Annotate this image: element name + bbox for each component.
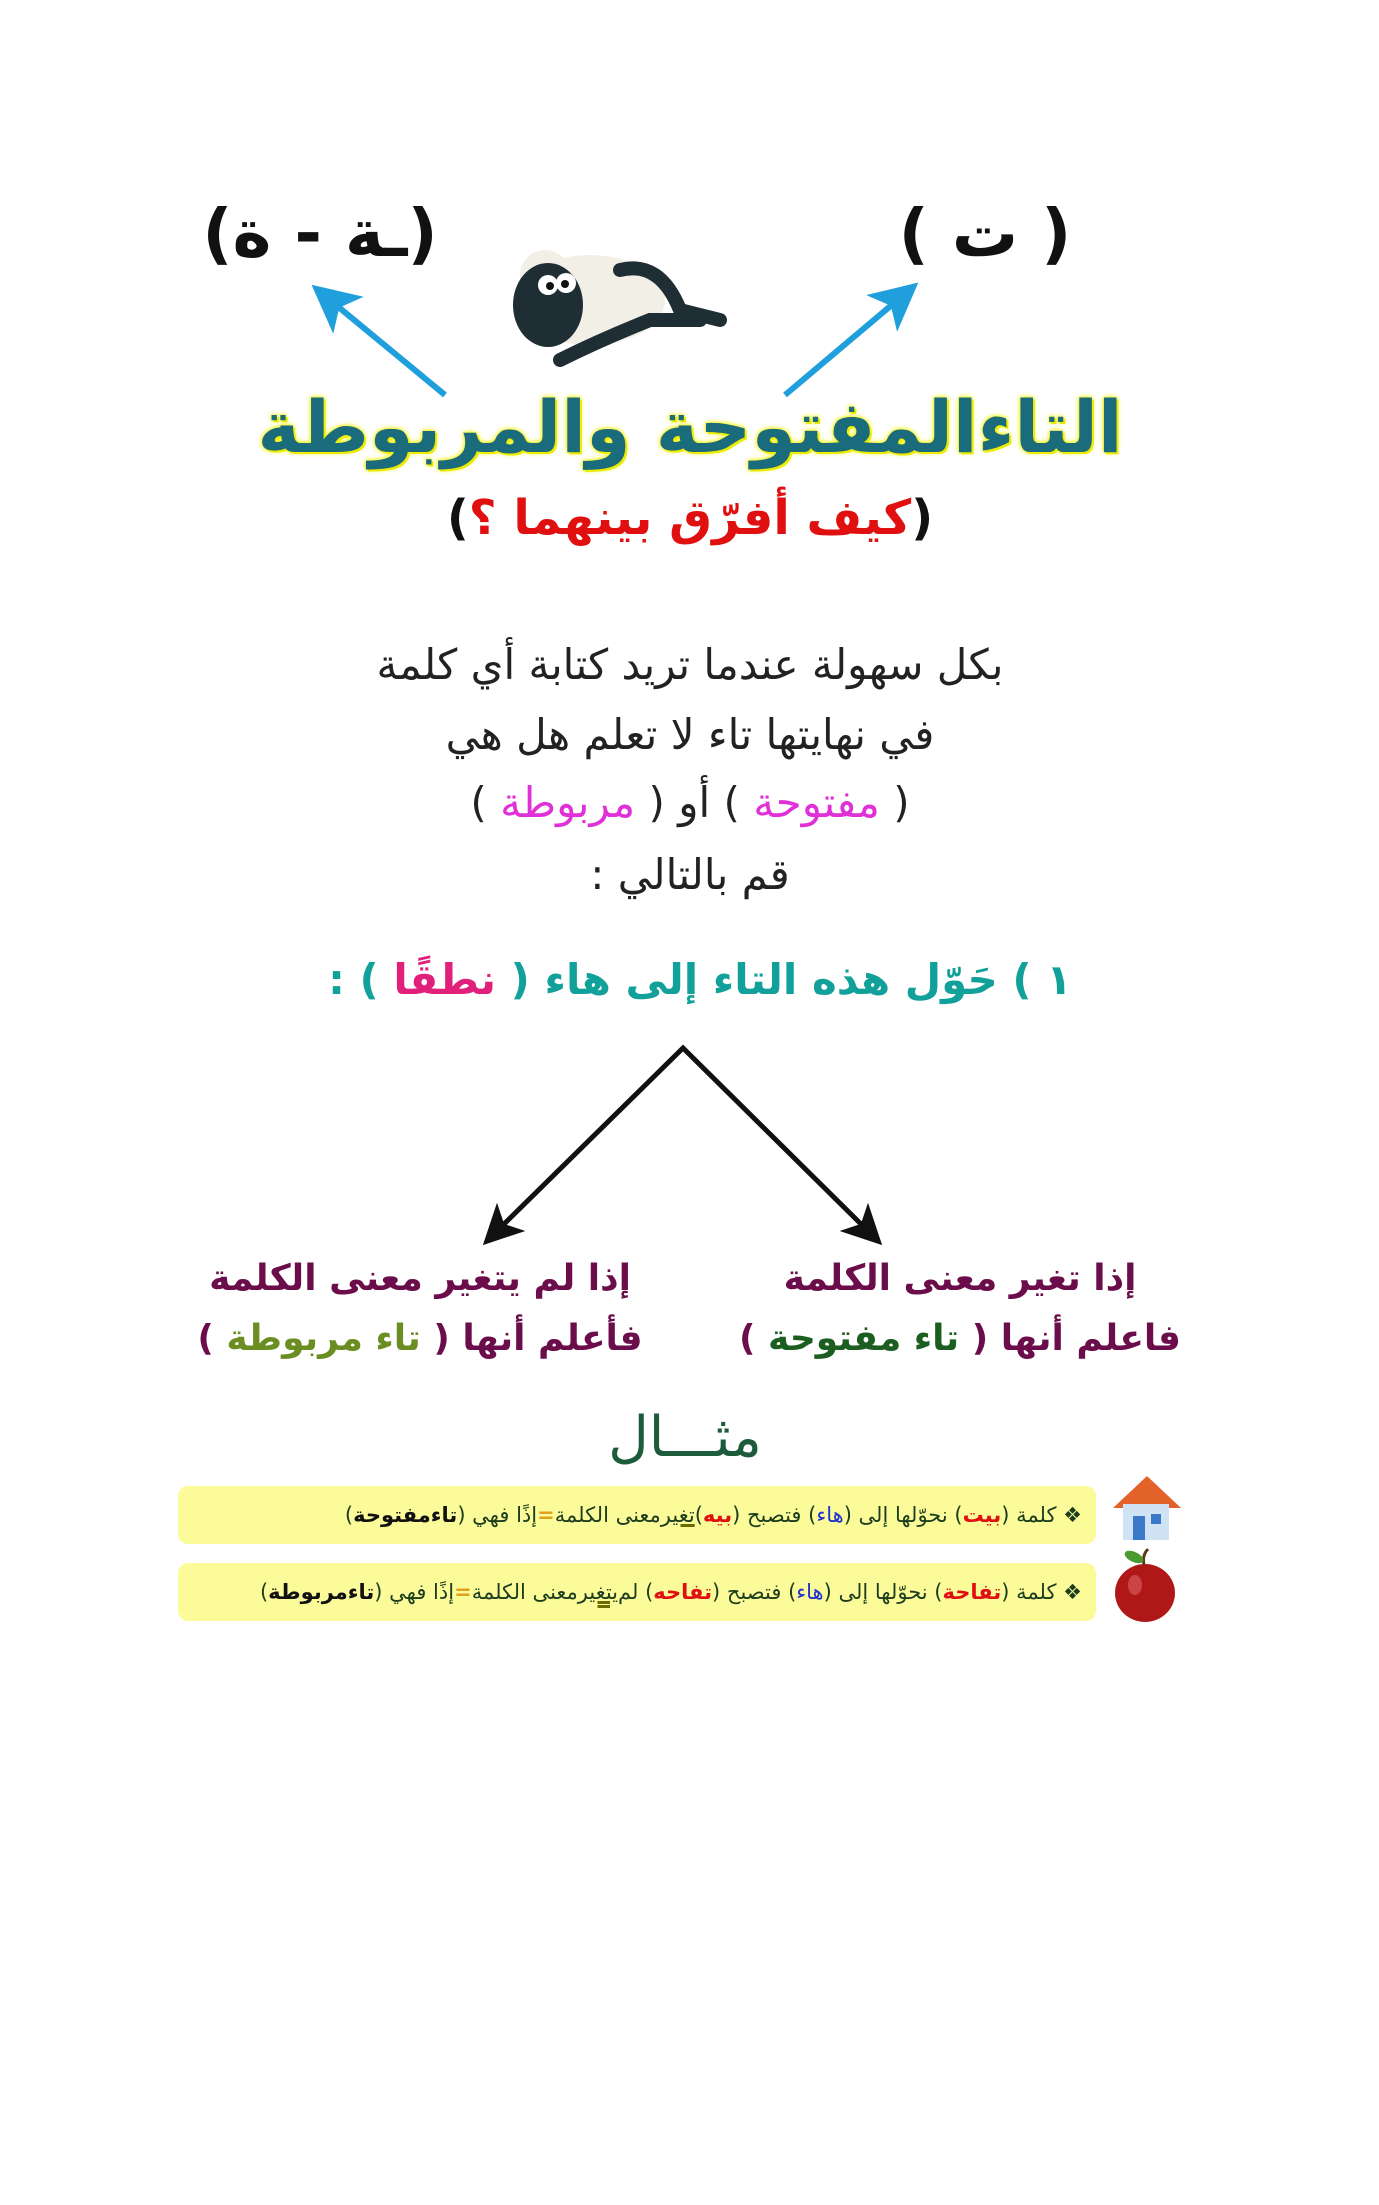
text: ) فتصبح ( <box>732 1503 817 1527</box>
example-row-2 <box>178 1563 1096 1621</box>
new-word: تفاحه <box>653 1580 713 1604</box>
text: إذًا فهي ( <box>457 1503 538 1527</box>
black-arrow-right <box>860 1223 868 1231</box>
equals: = <box>537 1503 555 1527</box>
text: ) نحوّلها إلى ( <box>843 1503 963 1527</box>
house-icon <box>1105 1470 1185 1545</box>
maftuha-label: ( ت ) <box>898 195 1072 272</box>
new-word: بيه <box>702 1503 733 1527</box>
text: معنى الكلمة <box>554 1503 661 1527</box>
text: ) أو ( <box>635 778 754 827</box>
result: تاءمفتوحة <box>353 1503 458 1527</box>
marbuta-word: مربوطة <box>500 778 636 827</box>
black-arrow-left <box>497 1223 505 1231</box>
example-row-1 <box>178 1486 1096 1544</box>
change-word: يتغير <box>577 1580 619 1604</box>
blue-arrow-right <box>785 298 900 395</box>
text: ) <box>694 1503 703 1527</box>
bullet: ❖ <box>1063 1503 1082 1527</box>
maftuha-word: مفتوحة <box>753 778 880 827</box>
text: ( <box>879 778 910 827</box>
text: ) <box>738 1318 768 1359</box>
result: تاءمربوطة <box>268 1580 375 1604</box>
marbuta-label: (ـة - ة) <box>202 195 438 272</box>
text: ) نحوّلها إلى ( <box>823 1580 943 1604</box>
branch-left-line-2 <box>160 1318 680 1359</box>
subtitle-question: كيف أفرّق بينهما ؟ <box>468 490 912 546</box>
blue-arrow-left <box>330 300 445 395</box>
paren: ) <box>446 490 469 546</box>
intro-line-3 <box>240 778 1140 827</box>
haa: هاء <box>816 1503 844 1527</box>
text: معنى الكلمة <box>471 1580 578 1604</box>
text: ) <box>259 1580 269 1604</box>
text: إذًا فهي ( <box>374 1580 455 1604</box>
branch-right-line-2 <box>700 1318 1220 1359</box>
text: ) : <box>328 955 394 1004</box>
text: كلمة ( <box>1001 1503 1057 1527</box>
word: تفاحة <box>942 1580 1002 1604</box>
maftuha-result: تاء مفتوحة <box>767 1318 960 1359</box>
text: فاعلم أنها ( <box>959 1318 1182 1359</box>
equals: = <box>454 1580 472 1604</box>
intro-line-4: قم بالتالي : <box>590 850 790 899</box>
page-title: التاءالمفتوحة والمربوطة <box>257 385 1123 469</box>
bullet: ❖ <box>1063 1580 1082 1604</box>
branch-right-line-1: إذا تغير معنى الكلمة <box>783 1258 1137 1299</box>
text: ) <box>197 1318 227 1359</box>
text: ) <box>470 778 501 827</box>
word: بيت <box>962 1503 1002 1527</box>
branch-left-line-1: إذا لم يتغير معنى الكلمة <box>209 1258 631 1299</box>
text: كلمة ( <box>1001 1580 1057 1604</box>
step-highlight: نطقًا <box>393 955 497 1004</box>
text: ) لم <box>618 1580 654 1604</box>
text: فأعلم أنها ( <box>420 1318 643 1359</box>
branch-lines <box>500 1048 865 1228</box>
apple-icon <box>1110 1545 1180 1625</box>
page-subtitle <box>380 490 1000 546</box>
change-word: تغير <box>660 1503 695 1527</box>
text: ) <box>344 1503 354 1527</box>
intro-line-1: بكل سهولة عندما تريد كتابة أي كلمة <box>376 640 1004 689</box>
text: ١ ) حَوّل هذه التاء إلى هاء ( <box>496 955 1072 1004</box>
text: ) فتصبح ( <box>712 1580 797 1604</box>
step-one <box>300 955 1100 1004</box>
paren: ( <box>911 490 934 546</box>
marbuta-result: تاء مربوطة <box>226 1318 421 1359</box>
intro-line-2: في نهايتها تاء لا تعلم هل هي <box>445 710 935 759</box>
haa: هاء <box>796 1580 824 1604</box>
sheep-image <box>513 250 720 360</box>
example-heading: مثـــال <box>608 1405 762 1470</box>
